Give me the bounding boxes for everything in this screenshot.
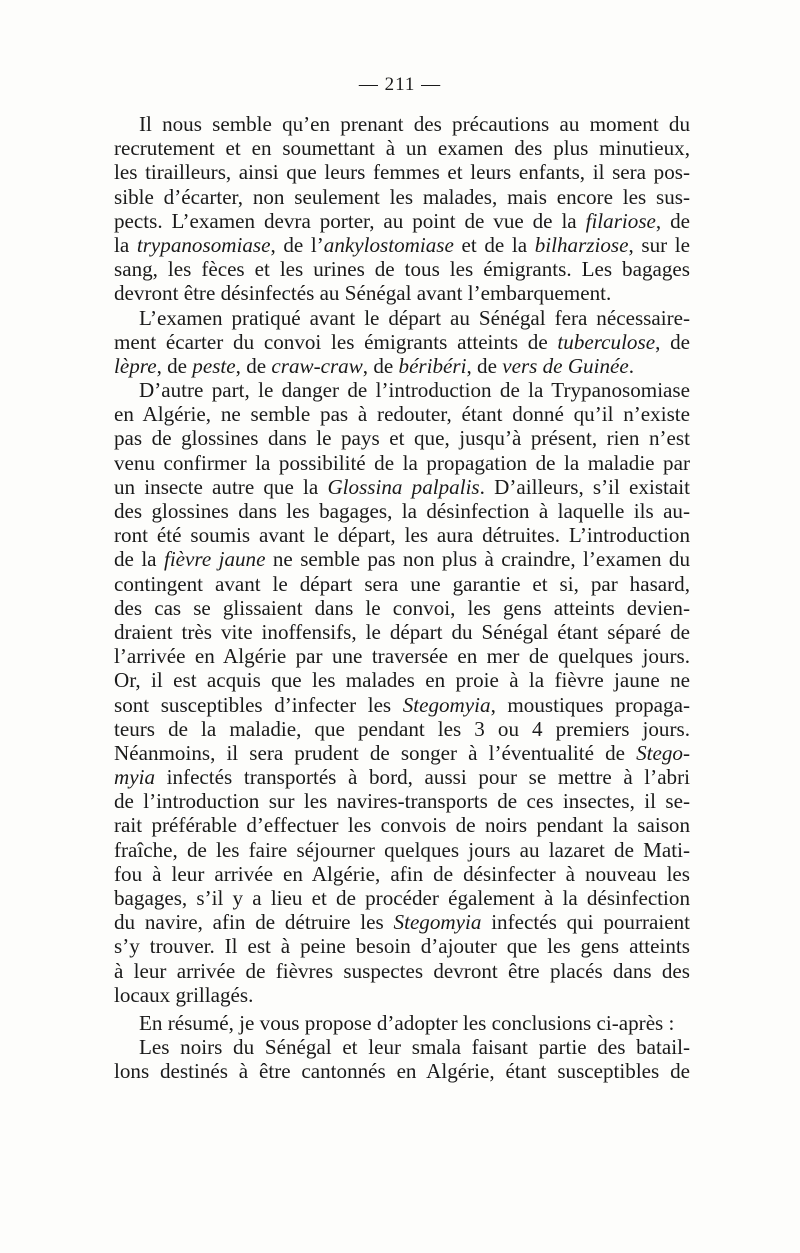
- text-run: , de: [655, 208, 690, 233]
- text-line: [114, 209, 690, 233]
- text-line: [114, 862, 690, 886]
- italic-term: Stegomyia: [402, 692, 491, 717]
- text-run: sible d’écarter, non seulement les malades, mais encore les sus-: [114, 184, 690, 209]
- text-line: [114, 910, 690, 934]
- text-run: D’autre part, le danger de l’introduction de la Trypanosomiase: [139, 378, 690, 403]
- text-line: [114, 934, 690, 958]
- text-run: L’examen pratiqué avant le départ au Sénégal fera nécessaire-: [139, 305, 690, 330]
- text-run: de l’introduction sur les navires-transports de ces insectes, il se-: [114, 789, 690, 814]
- text-line: [114, 959, 690, 983]
- text-run: , sur le: [628, 232, 690, 257]
- text-run: en Algérie, ne semble pas à redouter, étant donné qu’il n’existe: [114, 402, 690, 427]
- text-line: [114, 475, 690, 499]
- text-run: pects. L’examen devra porter, au point de vue de la: [114, 208, 586, 233]
- text-line: [114, 306, 690, 330]
- text-run: fou à leur arrivée en Algérie, afin de désinfecter à nouveau les: [114, 861, 690, 886]
- text-line: [114, 281, 690, 305]
- italic-term: peste: [192, 353, 236, 378]
- text-run: ne semble pas non plus à craindre, l’examen du: [265, 547, 690, 572]
- text-line: [114, 668, 690, 692]
- italic-term: lèpre: [114, 353, 157, 378]
- text-run: draient très vite inoffensifs, le départ du Sénégal étant séparé de: [114, 619, 690, 644]
- text-line: [114, 1059, 690, 1083]
- text-run: sont susceptibles d’infecter les: [114, 692, 403, 717]
- text-line: [114, 426, 690, 450]
- text-line: [114, 838, 690, 862]
- text-line: [114, 378, 690, 402]
- text-run: s’y trouver. Il est à peine besoin d’ajouter que les gens atteints: [114, 934, 690, 959]
- text-run: , moustiques propaga-: [490, 692, 690, 717]
- text-line: [114, 813, 690, 837]
- italic-term: fièvre jaune: [163, 547, 266, 572]
- text-run: devront être désinfectés au Sénégal avant l’embarquement.: [114, 281, 612, 306]
- text-run: Or, il est acquis que les malades en proie à la fièvre jaune ne: [114, 668, 690, 693]
- text-line: [114, 620, 690, 644]
- text-run: , de: [362, 353, 399, 378]
- text-run: , de: [235, 353, 272, 378]
- text-line: [114, 451, 690, 475]
- italic-term: Stego-: [636, 740, 690, 765]
- text-run: rait préférable d’effectuer les convois de noirs pendant la saison: [114, 813, 690, 838]
- text-run: . D’ailleurs, s’il existait: [479, 474, 690, 499]
- text-line: [114, 547, 690, 571]
- text-run: pas de glossines dans le pays et que, jusqu’à présent, rien n’est: [114, 426, 690, 451]
- italic-term: béribéri: [398, 353, 467, 378]
- italic-term: bilharziose: [534, 232, 629, 257]
- text-line: [114, 112, 690, 136]
- text-line: [114, 789, 690, 813]
- text-run: teurs de la maladie, que pendant les 3 ou 4 premiers jours.: [114, 716, 690, 741]
- text-run: infectés qui pourraient: [481, 910, 690, 935]
- text-line: [114, 717, 690, 741]
- text-line: [114, 1035, 690, 1059]
- text-line: [114, 257, 690, 281]
- italic-term: tuberculose: [557, 329, 656, 354]
- text-run: et de la: [453, 232, 535, 257]
- italic-term: craw-craw: [271, 353, 363, 378]
- text-line: [114, 354, 690, 378]
- text-line: [114, 983, 690, 1007]
- text-run: sang, les fèces et les urines de tous les émigrants. Les bagages: [114, 257, 690, 282]
- text-run: , de l’: [270, 232, 324, 257]
- text-run: Les noirs du Sénégal et leur smala faisant partie des batail-: [139, 1035, 690, 1060]
- text-line: [114, 886, 690, 910]
- text-line: [114, 330, 690, 354]
- text-run: recrutement et en soumettant à un examen des plus minutieux,: [114, 136, 690, 161]
- text-run: contingent avant le départ sera une garantie et si, par hasard,: [114, 571, 690, 596]
- text-line: [114, 160, 690, 184]
- page-number: — 211 —: [358, 74, 442, 95]
- text-run: infectés transportés à bord, aussi pour se mettre à l’abri: [155, 765, 690, 790]
- italic-term: Stegomyia: [393, 910, 482, 935]
- text-line: [114, 1011, 690, 1035]
- text-run: les tirailleurs, ainsi que leurs femmes et leurs enfants, il sera pos-: [114, 160, 690, 185]
- text-run: , de: [156, 353, 193, 378]
- text-line: [114, 523, 690, 547]
- text-run: , de: [655, 329, 690, 354]
- text-run: , de: [466, 353, 503, 378]
- italic-term: Glossina palpalis: [327, 474, 480, 499]
- text-run: un insecte autre que la: [114, 474, 328, 499]
- text-run: En résumé, je vous propose d’adopter les conclusions ci-après :: [139, 1010, 675, 1035]
- text-line: [114, 499, 690, 523]
- text-line: [114, 596, 690, 620]
- text-line: [114, 572, 690, 596]
- text-run: de la: [114, 547, 164, 572]
- text-line: [114, 644, 690, 668]
- body-text: [114, 112, 690, 1084]
- text-run: fraîche, de les faire séjourner quelques jours au lazaret de Mati-: [114, 837, 690, 862]
- text-run: à leur arrivée de fièvres suspectes devront être placés dans des: [114, 958, 690, 983]
- text-line: [114, 402, 690, 426]
- italic-term: myia: [114, 765, 156, 790]
- italic-term: trypanosomiase: [136, 232, 271, 257]
- italic-term: filariose: [585, 208, 656, 233]
- text-line: [114, 765, 690, 789]
- text-run: lons destinés à être cantonnés en Algérie, étant susceptibles de: [114, 1059, 690, 1084]
- italic-term: ankylostomiase: [323, 232, 454, 257]
- text-run: venu confirmer la possibilité de la propagation de la maladie par: [114, 450, 690, 475]
- text-run: du navire, afin de détruire les: [114, 910, 394, 935]
- text-run: Il nous semble qu’en prenant des précautions au moment du: [139, 112, 690, 136]
- text-run: la: [114, 232, 137, 257]
- text-run: locaux grillagés.: [114, 982, 254, 1007]
- text-line: [114, 693, 690, 717]
- text-line: [114, 233, 690, 257]
- text-run: Néanmoins, il sera prudent de songer à l’éventualité de: [114, 740, 637, 765]
- text-run: ment écarter du convoi les émigrants atteints de: [114, 329, 558, 354]
- text-line: [114, 741, 690, 765]
- text-run: des glossines dans les bagages, la désinfection à laquelle ils au-: [114, 499, 690, 523]
- text-run: l’arrivée en Algérie par une traversée en mer de quelques jours.: [114, 644, 690, 669]
- text-run: bagages, s’il y a lieu et de procéder également à la désinfection: [114, 886, 690, 910]
- italic-term: vers de Guinée: [502, 353, 629, 378]
- text-run: des cas se glissaient dans le convoi, les gens atteints devien-: [114, 595, 690, 620]
- text-run: ront été soumis avant le départ, les aura détruites. L’introduction: [114, 523, 690, 548]
- text-run: .: [628, 353, 635, 378]
- text-line: [114, 185, 690, 209]
- text-line: [114, 136, 690, 160]
